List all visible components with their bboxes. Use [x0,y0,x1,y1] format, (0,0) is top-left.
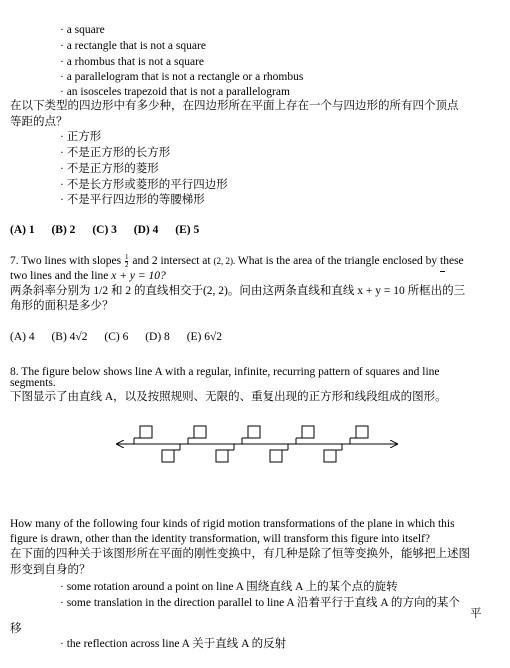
option-zh-rectangle: · 不是正方形的长方形 [60,147,171,159]
q7-answer-choices [10,330,500,345]
option-zh-trapezoid: · 不是平行四边形的等腰梯形 [60,194,205,206]
question-zh-line2: 等距的点？ [10,116,68,128]
q7-text-c: What is the area of the triangle enclosed by these [237,255,464,268]
q7-zh-line1: 两条斜率分别为 1/2 和 2 的直线相交于(2, 2)。问由这两条直线和直线 x + y = 10 所框出的三 [10,285,466,297]
option-en-square: · a square [60,24,105,36]
q8-item-translation: · some translation in the direction parallel to line A 沿着平行于直线 A 的方向的某个 [60,597,460,609]
lower-square [324,450,336,462]
upper-square [356,426,368,438]
option-en-trapezoid: · an isosceles trapezoid that is not a parallelogram [60,86,290,98]
q7-text-a: 7. Two lines with slopes [10,255,122,268]
answer-c: (C) 3 [92,224,117,236]
q8-question-zh-line2: 形变到自身的？ [10,564,91,576]
q7-text-b: and 2 intersect at [132,255,211,268]
slope-fraction [125,254,129,269]
frac-den: 2 [124,261,129,269]
q8-item-translation-tail: 移 [10,623,22,635]
option-en-parallelogram: · a parallelogram that is not a rectangle or a rhombus [60,71,304,83]
q8-item-translation-wrap: 平 [470,608,482,620]
answer-choices-prev [10,223,500,238]
lower-square [216,450,228,462]
q8-en-line1: 8. The figure below shows line A with a regular, infinite, recurring pattern of squares and line [10,366,440,378]
q8-question-zh-line1: 在下面的四种关于该图形所在平面的刚性变换中，有几种是除了恒等变换外，能够把上述图 [10,548,470,560]
pattern-figure [112,420,402,470]
q8-question-en-line1: How many of the following four kinds of rigid motion transformations of the plane in which this [10,518,455,530]
q7-equation: x + y = 10? [111,270,166,282]
option-en-rhombus: · a rhombus that is not a square [60,56,205,68]
lower-square [162,450,174,462]
answer-d: (D) 4 [133,224,159,236]
answer-a: (A) 1 [10,224,35,236]
question-zh-line1: 在以下类型的四边形中有多少种，在四边形所在平面上存在一个与四边形的所有四个顶点 [10,100,459,112]
q8-item-rotation: · some rotation around a point on line A 围绕直线 A 上的某个点的旋转 [60,581,398,593]
q7-answer-e: (E) 6√2 [186,331,223,343]
q8-en-line2: segments. [10,377,56,389]
upper-square [194,426,206,438]
q7-point: (2, 2). [213,256,236,267]
answer-b: (B) 2 [51,224,76,236]
q7-text-d: two lines and the line [10,270,109,282]
q7-line2 [10,269,500,284]
upper-square [140,426,152,438]
q7-answer-a: (A) 4 [10,331,35,343]
option-zh-rhombus: · 不是正方形的菱形 [60,163,159,175]
lower-square [270,450,282,462]
q7-answer-c: (C) 6 [104,331,129,343]
option-zh-square: · 正方形 [60,131,102,143]
option-en-rectangle: · a rectangle that is not a square [60,40,206,52]
q7-line1 [10,254,500,269]
frac-num: 1 [124,253,129,261]
q7-answer-b: (B) 4√2 [51,331,88,343]
upper-square [302,426,314,438]
q8-item-reflection: · the reflection across line A 关于直线 A 的反射 [60,638,287,650]
q8-zh: 下图显示了由直线 A，以及按照规则、无限的、重复出现的正方形和线段组成的图形。 [10,391,447,403]
upper-square [248,426,260,438]
answer-e: (E) 5 [175,224,200,236]
q8-question-en-line2: figure is drawn, other than the identity transformation, will transform this figure into itself? [10,533,430,545]
stray-mark [440,271,445,272]
option-zh-parallelogram: · 不是长方形或菱形的平行四边形 [60,179,228,191]
q7-zh-line2: 角形的面积是多少？ [10,300,114,312]
q7-answer-d: (D) 8 [145,331,170,343]
